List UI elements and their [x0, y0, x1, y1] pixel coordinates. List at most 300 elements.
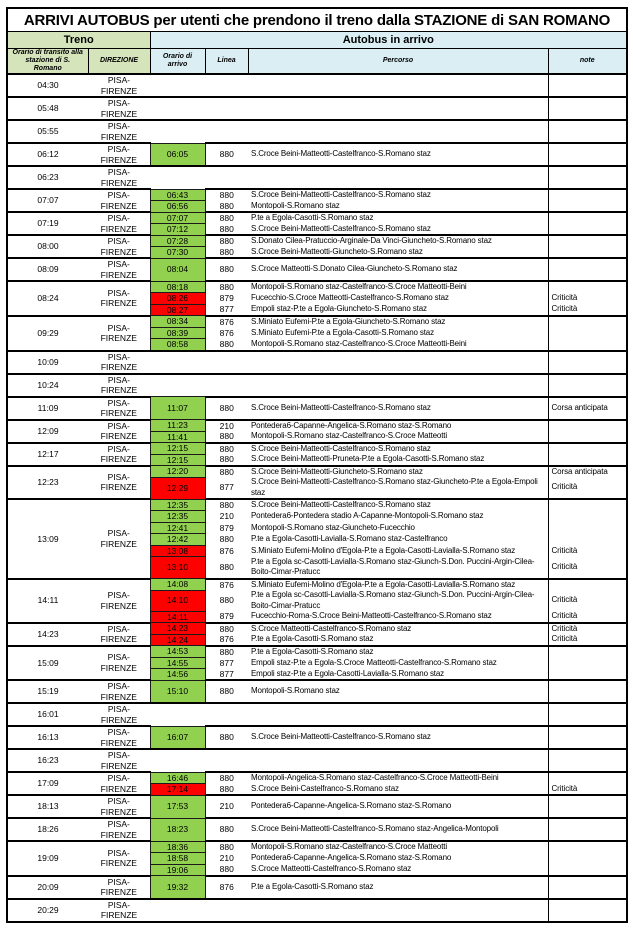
bus-time-cell: 14:55 [150, 657, 205, 669]
note-cell: Criticità [548, 293, 627, 305]
direction-cell: PISA-FIRENZE [88, 749, 150, 772]
bus-row [7, 212, 627, 224]
note-cell [548, 143, 627, 166]
bus-route-cell: Montopoli-S.Romano staz-Castelfranco-S.Croce Matteotti [248, 841, 548, 853]
direction-cell: PISA-FIRENZE [88, 818, 150, 841]
train-time-cell: 10:24 [7, 374, 88, 397]
bus-time-cell: 14:11 [150, 611, 205, 623]
bus-line-cell: 876 [205, 316, 248, 328]
bus-line-cell: 877 [219, 668, 234, 679]
bus-time-cell: 08:39 [150, 327, 205, 339]
train-time-column-header: Orario di transito alla stazione di S. Romano [7, 49, 88, 75]
train-time-cell: 20:09 [7, 876, 88, 899]
bus-line-cell: 876 [205, 579, 248, 591]
note-cell: Criticità [548, 590, 627, 611]
bus-empty-cell [150, 374, 548, 397]
note-cell [548, 281, 627, 293]
train-time-cell: 20:29 [7, 899, 88, 922]
bus-time-cell: 12:35 [150, 499, 205, 511]
bus-line-cell: 880 [205, 646, 248, 658]
bus-route-cell: Montopoli-S.Romano staz [251, 200, 340, 210]
note-cell [548, 749, 627, 772]
direction-cell: PISA-FIRENZE [88, 899, 150, 922]
bus-line-cell: 880 [205, 841, 248, 853]
train-time-cell: 15:19 [7, 680, 88, 703]
bus-line-cell: 880 [219, 595, 234, 606]
note-cell [548, 454, 627, 466]
train-time-cell: 06:12 [7, 143, 88, 166]
train-time-cell: 04:30 [7, 74, 88, 97]
train-time-cell: 14:23 [7, 623, 88, 646]
bus-line-cell: 880 [205, 623, 248, 635]
bus-arrivals-table [6, 7, 628, 923]
train-time-cell: 07:07 [7, 189, 88, 212]
direction-cell: PISA-FIRENZE [88, 397, 150, 420]
bus-time-cell: 18:36 [150, 841, 205, 853]
bus-line-cell: 880 [205, 212, 248, 224]
bus-time-cell: 08:04 [150, 258, 205, 281]
note-cell [548, 431, 627, 443]
note-cell [548, 534, 627, 546]
bus-time-cell: 12:20 [150, 466, 205, 478]
column-header-row [7, 49, 627, 75]
note-cell [548, 327, 627, 339]
note-cell [548, 864, 627, 876]
bus-route-cell: S.Croce Beini-Matteotti-Castelfranco-S.Romano staz [248, 499, 548, 511]
bus-empty-cell [150, 703, 548, 726]
note-cell [548, 818, 627, 841]
bus-line-cell: 877 [219, 482, 234, 493]
direction-cell: PISA-FIRENZE [88, 97, 150, 120]
bus-time-cell: 08:34 [150, 316, 205, 328]
route-column-header: Percorso [248, 49, 548, 75]
bus-route-cell: Empoli staz-P.te a Egola-Casotti-Lavialla-S.Romano staz [251, 668, 445, 678]
train-time-cell: 16:01 [7, 703, 88, 726]
bus-route-cell: S.Donato Cilea-Pratuccio-Arginale-Da Vinci-Giuncheto-S.Romano staz [248, 235, 548, 247]
train-time-cell: 15:09 [7, 646, 88, 681]
note-cell [548, 201, 627, 213]
bus-route-cell: S.Croce Beini-Matteotti-Giuncheto-S.Romano staz [251, 246, 423, 256]
bus-line-cell: 880 [219, 223, 234, 234]
bus-line-cell: 880 [205, 726, 248, 749]
train-time-cell: 12:23 [7, 466, 88, 500]
note-cell [548, 703, 627, 726]
bus-time-cell: 12:15 [150, 454, 205, 466]
direction-cell: PISA-FIRENZE [88, 281, 150, 316]
bus-route-cell: S.Miniato Eufemi-P.te a Egola-Giuncheto-S.Romano staz [248, 316, 548, 328]
note-cell: Criticità [548, 611, 627, 623]
direction-cell: PISA-FIRENZE [88, 646, 150, 681]
bus-route-cell: P.te a Egola-Casotti-Lavialla-S.Romano staz-Castelfranco [251, 534, 448, 543]
bus-route-cell: S.Miniato Eufemi-P.te a Egola-Casotti-S.Romano staz [251, 327, 434, 337]
bus-time-cell: 19:32 [150, 876, 205, 899]
bus-time-cell: 08:18 [150, 281, 205, 293]
train-time-cell: 14:11 [7, 579, 88, 623]
bus-route-cell: Montopoli-S.Romano staz-Castelfranco-S.Croce Matteotti-Beini [251, 338, 467, 348]
direction-cell: PISA-FIRENZE [88, 120, 150, 143]
direction-cell: PISA-FIRENZE [88, 374, 150, 397]
note-cell [548, 680, 627, 703]
bus-time-cell: 14:23 [150, 623, 205, 635]
bus-line-cell: 880 [205, 466, 248, 478]
train-time-cell: 13:09 [7, 499, 88, 579]
bus-line-cell: 877 [219, 657, 234, 668]
bus-route-cell: Pontedera6-Pontedera stadio A-Capanne-Montopoli-S.Romano staz [251, 511, 484, 520]
bus-line-cell: 879 [219, 522, 234, 533]
note-cell: Corsa anticipata [548, 466, 627, 478]
direction-cell: PISA-FIRENZE [88, 166, 150, 189]
bus-line-cell: 880 [205, 189, 248, 201]
bus-route-cell: S.Croce Beini-Matteotti-Castelfranco-S.Romano staz [248, 397, 548, 420]
bus-line-cell: 210 [219, 511, 234, 521]
bus-row [7, 143, 627, 166]
train-row-empty [7, 703, 627, 726]
train-time-cell: 05:55 [7, 120, 88, 143]
bus-row [7, 420, 627, 432]
bus-time-cell: 08:27 [150, 304, 205, 316]
bus-line-cell: 879 [219, 611, 234, 621]
bus-time-cell: 19:06 [150, 864, 205, 876]
train-time-cell: 07:19 [7, 212, 88, 235]
note-cell: Criticità [548, 557, 627, 579]
bus-row [7, 443, 627, 455]
bus-route-cell: S.Croce Beini-Matteotti-Castelfranco-S.Romano staz [248, 143, 548, 166]
bus-line-cell: 880 [205, 235, 248, 247]
note-cell [548, 316, 627, 328]
bus-route-cell: S.Croce Beini-Matteotti-Castelfranco-S.Romano staz-Angelica-Montopoli [248, 818, 548, 841]
bus-route-cell: P.te a Egola-Casotti-S.Romano staz [248, 646, 548, 658]
bus-route-cell: Montopoli-S.Romano staz-Giuncheto-Fucecchio [251, 522, 415, 532]
direction-column-header: DIREZIONE [88, 49, 150, 75]
bus-time-cell: 12:35 [150, 511, 205, 523]
direction-cell: PISA-FIRENZE [88, 499, 150, 579]
bus-row [7, 235, 627, 247]
train-row-empty [7, 166, 627, 189]
note-cell [548, 235, 627, 247]
bus-line-cell: 880 [219, 338, 234, 349]
bus-row [7, 876, 627, 899]
note-cell: Criticità [548, 784, 627, 796]
direction-cell: PISA-FIRENZE [88, 703, 150, 726]
bus-row [7, 466, 627, 478]
note-cell [548, 189, 627, 201]
note-cell [548, 646, 627, 658]
train-time-cell: 08:24 [7, 281, 88, 316]
train-time-cell: 08:00 [7, 235, 88, 258]
bus-row [7, 397, 627, 420]
direction-cell: PISA-FIRENZE [88, 420, 150, 443]
bus-row [7, 316, 627, 328]
bus-time-cell: 06:05 [150, 143, 205, 166]
bus-time-cell: 11:07 [150, 397, 205, 420]
bus-empty-cell [150, 749, 548, 772]
bus-time-cell: 14:56 [150, 669, 205, 681]
train-time-cell: 16:23 [7, 749, 88, 772]
bus-empty-cell [150, 351, 548, 374]
bus-line-cell: 880 [219, 431, 234, 441]
bus-empty-cell [150, 120, 548, 143]
bus-line-cell: 880 [205, 443, 248, 455]
bus-line-cell: 880 [205, 772, 248, 784]
bus-time-cell: 12:41 [150, 522, 205, 534]
train-row-empty [7, 899, 627, 922]
direction-cell: PISA-FIRENZE [88, 74, 150, 97]
bus-empty-cell [150, 899, 548, 922]
bus-route-cell: P.te a Egola sc-Casotti-Lavialla-S.Romano staz-Giunch-S.Don. Puccini-Argin-Cilea-Boito-Cimar-Pratucc [251, 556, 535, 576]
bus-time-cell: 16:07 [150, 726, 205, 749]
bus-time-cell: 18:23 [150, 818, 205, 841]
note-cell [548, 876, 627, 899]
bus-route-cell: S.Miniato Eufemi-Molino d'Egola-P.te a Egola-Casotti-Lavialla-S.Romano staz [248, 579, 548, 591]
note-cell [548, 522, 627, 534]
note-cell [548, 499, 627, 511]
bus-line-cell: 880 [205, 818, 248, 841]
bus-line-cell: 210 [219, 853, 234, 863]
direction-cell: PISA-FIRENZE [88, 680, 150, 703]
note-cell: Criticità [548, 545, 627, 557]
note-cell [548, 841, 627, 853]
bus-time-cell: 14:10 [150, 590, 205, 611]
bus-route-cell: Montopoli-S.Romano staz [248, 680, 548, 703]
bus-route-cell: S.Croce Beini-Matteotti-Castelfranco-S.Romano staz [248, 189, 548, 201]
direction-cell: PISA-FIRENZE [88, 443, 150, 466]
bus-route-cell: Empoli staz-P.te a Egola-S.Croce Matteotti-Castelfranco-S.Romano staz [251, 657, 497, 667]
bus-line-cell: 880 [205, 258, 248, 281]
bus-route-cell: Fucecchio-S.Croce Matteotti-Castelfranco-S.Romano staz [251, 293, 449, 302]
bus-line-cell: 210 [205, 795, 248, 818]
note-cell [548, 853, 627, 865]
note-cell [548, 258, 627, 281]
direction-cell: PISA-FIRENZE [88, 258, 150, 281]
note-cell: Criticità [548, 477, 627, 499]
train-time-cell: 09:29 [7, 316, 88, 351]
direction-cell: PISA-FIRENZE [88, 795, 150, 818]
train-time-cell: 10:09 [7, 351, 88, 374]
bus-line-cell: 880 [219, 246, 234, 257]
note-cell: Corsa anticipata [548, 397, 627, 420]
note-cell [548, 443, 627, 455]
bus-route-cell: S.Croce Beini-Matteotti-Castelfranco-S.Romano staz [248, 443, 548, 455]
note-cell [548, 224, 627, 236]
note-cell: Criticità [548, 304, 627, 316]
train-row-empty [7, 374, 627, 397]
bus-route-cell: Montopoli-Angelica-S.Romano staz-Castelfranco-S.Croce Matteotti-Beini [248, 772, 548, 784]
bus-time-cell: 14:24 [150, 634, 205, 646]
direction-cell: PISA-FIRENZE [88, 841, 150, 876]
group-header-row [7, 32, 627, 49]
train-time-cell: 11:09 [7, 397, 88, 420]
note-cell [548, 899, 627, 922]
bus-row [7, 818, 627, 841]
bus-time-cell: 12:15 [150, 443, 205, 455]
train-time-cell: 18:13 [7, 795, 88, 818]
direction-cell: PISA-FIRENZE [88, 876, 150, 899]
train-time-cell: 16:13 [7, 726, 88, 749]
bus-empty-cell [150, 166, 548, 189]
train-time-cell: 05:48 [7, 97, 88, 120]
bus-line-cell: 880 [219, 534, 234, 544]
note-column-header: note [548, 49, 627, 75]
bus-time-cell: 07:07 [150, 212, 205, 224]
direction-cell: PISA-FIRENZE [88, 316, 150, 351]
note-cell [548, 120, 627, 143]
direction-cell: PISA-FIRENZE [88, 143, 150, 166]
bus-line-cell: 880 [205, 281, 248, 293]
bus-time-cell: 14:53 [150, 646, 205, 658]
bus-line-cell: 880 [219, 200, 234, 211]
bus-line-cell: 876 [219, 327, 234, 338]
bus-time-cell: 14:08 [150, 579, 205, 591]
bus-route-cell: S.Croce Beini-Matteotti-Castelfranco-S.Romano staz-Giuncheto-P.te a Egola-Empoli staz [251, 477, 538, 497]
train-time-cell: 06:23 [7, 166, 88, 189]
bus-empty-cell [150, 74, 548, 97]
bus-line-cell: 880 [219, 561, 234, 572]
bus-time-cell: 06:56 [150, 201, 205, 213]
train-group-header: Treno [7, 32, 150, 49]
bus-time-cell: 12:29 [150, 477, 205, 499]
direction-cell: PISA-FIRENZE [88, 235, 150, 258]
bus-line-cell: 880 [219, 454, 234, 464]
bus-line-cell: 880 [205, 143, 248, 166]
train-time-cell: 12:17 [7, 443, 88, 466]
bus-route-cell: S.Croce Matteotti-S.Donato Cilea-Giuncheto-S.Romano staz [248, 258, 548, 281]
bus-row [7, 795, 627, 818]
bus-time-cell: 11:23 [150, 420, 205, 432]
direction-cell: PISA-FIRENZE [88, 623, 150, 646]
bus-line-cell: 880 [205, 397, 248, 420]
train-time-cell: 17:09 [7, 772, 88, 795]
bus-route-cell: S.Croce Beini-Matteotti-Giuncheto-S.Romano staz [248, 466, 548, 478]
bus-row [7, 726, 627, 749]
bus-time-cell: 16:46 [150, 772, 205, 784]
train-row-empty [7, 97, 627, 120]
train-time-cell: 12:09 [7, 420, 88, 443]
note-cell [548, 795, 627, 818]
bus-time-cell: 07:12 [150, 224, 205, 236]
bus-group-header: Autobus in arrivo [150, 32, 627, 49]
note-cell [548, 657, 627, 669]
bus-row [7, 281, 627, 293]
bus-line-cell: 876 [219, 634, 234, 644]
note-cell [548, 351, 627, 374]
bus-line-cell: 880 [205, 499, 248, 511]
bus-route-cell: P.te a Egola sc-Casotti-Lavialla-S.Romano staz-Giunch-S.Don. Puccini-Argin-Cilea-Boito-Cimar-Pratucc [251, 590, 535, 610]
bus-route-cell: Pontedera6-Capanne-Angelica-S.Romano staz-S.Romano [248, 795, 548, 818]
direction-cell: PISA-FIRENZE [88, 189, 150, 212]
note-cell [548, 247, 627, 259]
bus-time-cell: 17:53 [150, 795, 205, 818]
bus-line-cell: 876 [219, 545, 234, 556]
direction-cell: PISA-FIRENZE [88, 772, 150, 795]
note-cell [548, 74, 627, 97]
bus-time-cell: 07:28 [150, 235, 205, 247]
train-time-cell: 18:26 [7, 818, 88, 841]
bus-row [7, 189, 627, 201]
train-time-cell: 08:09 [7, 258, 88, 281]
bus-time-cell: 13:10 [150, 557, 205, 579]
bus-time-cell: 12:42 [150, 534, 205, 546]
note-cell [548, 579, 627, 591]
direction-cell: PISA-FIRENZE [88, 466, 150, 500]
note-cell [548, 772, 627, 784]
page-title: ARRIVI AUTOBUS per utenti che prendono il treno dalla STAZIONE di SAN ROMANO [7, 8, 627, 32]
bus-row [7, 499, 627, 511]
note-cell [548, 97, 627, 120]
bus-route-cell: S.Croce Beini-Matteotti-Castelfranco-S.Romano staz [248, 726, 548, 749]
title-row [7, 8, 627, 32]
note-cell [548, 669, 627, 681]
bus-time-cell: 18:58 [150, 853, 205, 865]
bus-line-cell: 210 [205, 420, 248, 432]
bus-line-cell: 880 [219, 864, 234, 874]
bus-time-cell: 11:41 [150, 431, 205, 443]
line-column-header: Linea [205, 49, 248, 75]
bus-empty-cell [150, 97, 548, 120]
train-row-empty [7, 120, 627, 143]
bus-line-cell: 880 [205, 680, 248, 703]
bus-route-cell: Montopoli-S.Romano staz-Castelfranco-S.Croce Matteotti [251, 431, 447, 440]
bus-route-cell: P.te a Egola-Casotti-S.Romano staz [251, 634, 374, 643]
bus-route-cell: S.Miniato Eufemi-Molino d'Egola-P.te a Egola-Casotti-Lavialla-S.Romano staz [251, 545, 516, 555]
bus-line-cell: 877 [219, 304, 234, 314]
bus-row [7, 772, 627, 784]
bus-line-cell: 876 [205, 876, 248, 899]
arrival-time-column-header: Orario di arrivo [150, 49, 205, 75]
bus-time-cell: 17:14 [150, 784, 205, 796]
bus-route-cell: Pontedera6-Capanne-Angelica-S.Romano staz-S.Romano [251, 853, 452, 862]
bus-time-cell: 08:58 [150, 339, 205, 351]
direction-cell: PISA-FIRENZE [88, 579, 150, 623]
bus-row [7, 258, 627, 281]
bus-route-cell: Empoli staz-P.te a Egola-Giuncheto-S.Romano staz [251, 304, 427, 313]
note-cell [548, 420, 627, 432]
note-cell [548, 166, 627, 189]
bus-row [7, 841, 627, 853]
note-cell [548, 511, 627, 523]
note-cell [548, 374, 627, 397]
train-row-empty [7, 749, 627, 772]
note-cell [548, 339, 627, 351]
bus-time-cell: 06:43 [150, 189, 205, 201]
bus-route-cell: Fucecchio-Roma-S.Croce Beini-Matteotti-Castelfranco-S.Romano staz [251, 611, 492, 620]
bus-line-cell: 879 [219, 293, 234, 303]
train-time-cell: 19:09 [7, 841, 88, 876]
bus-route-cell: P.te a Egola-Casotti-S.Romano staz [248, 212, 548, 224]
note-cell: Criticità [548, 634, 627, 646]
train-row-empty [7, 351, 627, 374]
bus-time-cell: 15:10 [150, 680, 205, 703]
note-cell: Criticità [548, 623, 627, 635]
bus-row [7, 646, 627, 658]
bus-time-cell: 08:26 [150, 293, 205, 305]
direction-cell: PISA-FIRENZE [88, 726, 150, 749]
bus-route-cell: P.te a Egola-Casotti-S.Romano staz [248, 876, 548, 899]
bus-route-cell: S.Croce Beini-Matteotti-Pruneta-P.te a Egola-Casotti-S.Romano staz [251, 454, 485, 463]
bus-line-cell: 880 [219, 783, 234, 794]
bus-route-cell: S.Croce Beini-Castelfranco-S.Romano staz [251, 783, 399, 793]
note-cell [548, 726, 627, 749]
bus-route-cell: S.Croce Matteotti-Castelfranco-S.Romano staz [248, 623, 548, 635]
note-cell [548, 212, 627, 224]
bus-row [7, 680, 627, 703]
direction-cell: PISA-FIRENZE [88, 351, 150, 374]
train-row-empty [7, 74, 627, 97]
bus-row [7, 579, 627, 591]
bus-row [7, 623, 627, 635]
direction-cell: PISA-FIRENZE [88, 212, 150, 235]
bus-route-cell: S.Croce Beini-Matteotti-Castelfranco-S.Romano staz [251, 223, 431, 233]
bus-time-cell: 07:30 [150, 247, 205, 259]
